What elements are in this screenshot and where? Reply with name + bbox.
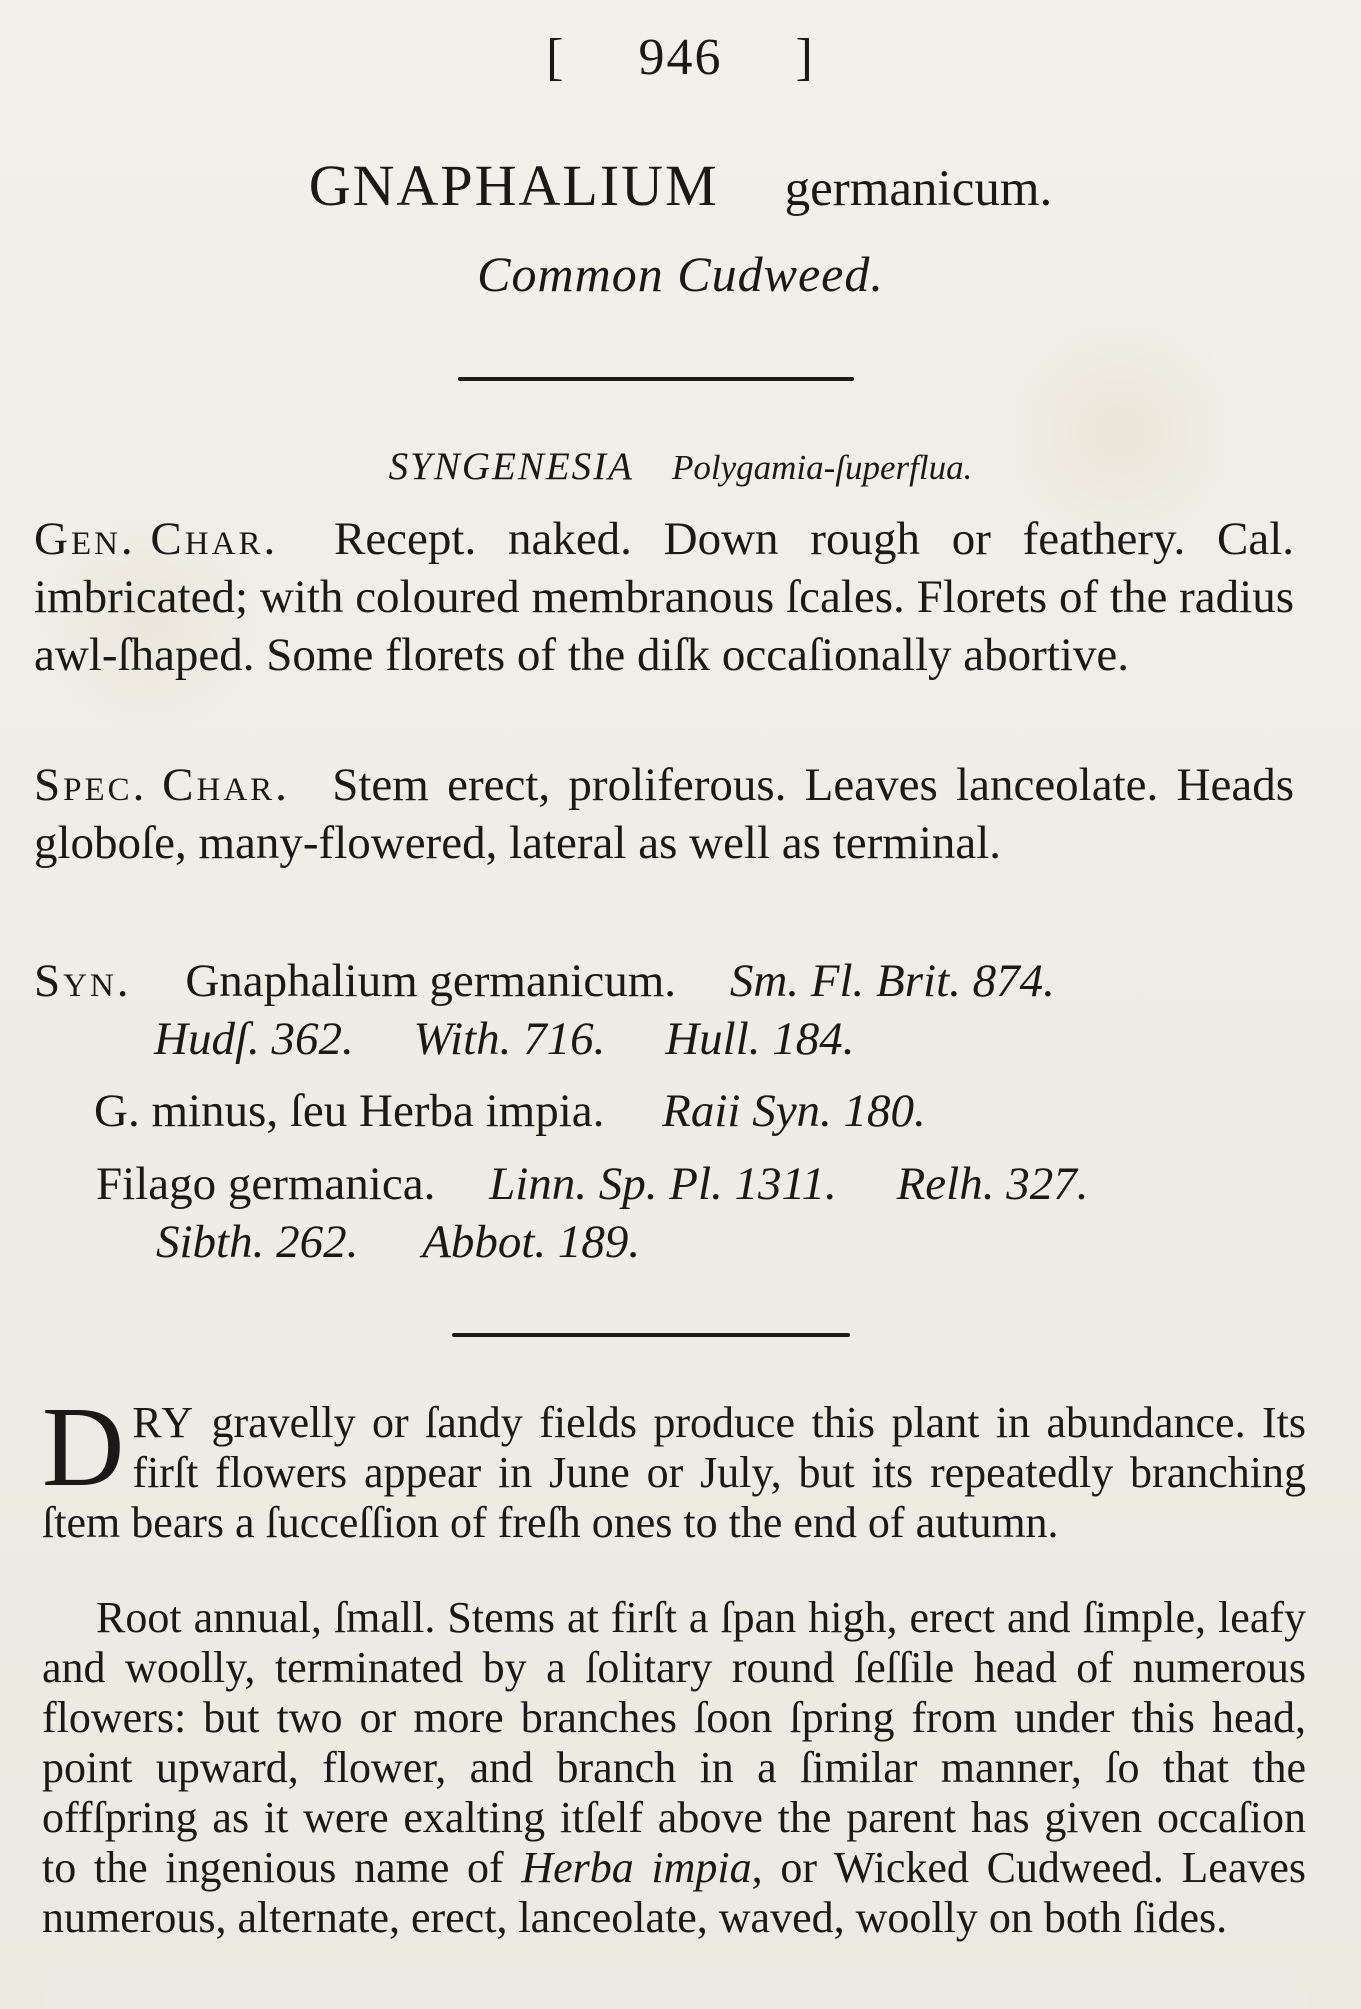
synonym-line-1 bbox=[34, 952, 1055, 1010]
body-paragraph-2-end: , or Wicked Cudweed. Leaves numerous, alternate, erect, lanceolate, waved, woolly on both ſides. bbox=[42, 1843, 1307, 1942]
common-name: Common Cudweed. bbox=[477, 246, 884, 302]
left-bracket: [ bbox=[546, 29, 566, 86]
genus-title: GNAPHALIUM bbox=[308, 153, 719, 218]
specific-character-label: Spec. Char. bbox=[34, 759, 290, 811]
page-number: 946 bbox=[638, 29, 723, 86]
bottom-fade bbox=[42, 1962, 1306, 2009]
synonym-line-2 bbox=[154, 1010, 855, 1068]
synonym-line-2-ref-3: Hull. 184. bbox=[665, 1013, 855, 1065]
specific-character-text: Stem erect, proliferous. Leaves lanceolate. Heads globoſe, many-flowered, lateral as well as terminal. bbox=[34, 759, 1294, 869]
class-name: SYNGENESIA bbox=[388, 445, 634, 488]
synonym-line-1-text: Gnaphalium germanicum. bbox=[185, 955, 677, 1007]
synonym-line-4-ref-1: Linn. Sp. Pl. 1311. bbox=[489, 1158, 837, 1210]
synonym-line-5-ref-2: Abbot. 189. bbox=[422, 1216, 641, 1268]
synonym-line-4 bbox=[96, 1155, 1088, 1213]
synonym-line-5 bbox=[156, 1213, 640, 1271]
body-paragraph-2-italic: Herba impia bbox=[521, 1843, 752, 1892]
order-name: Polygamia-ſuperflua. bbox=[671, 448, 973, 487]
synonym-line-3-ref: Raii Syn. 180. bbox=[662, 1085, 926, 1137]
classification-line bbox=[0, 444, 1361, 489]
page-number-line bbox=[0, 28, 1361, 87]
top-rule bbox=[458, 377, 854, 381]
right-bracket: ] bbox=[795, 29, 815, 86]
synonym-line-4-ref-2: Relh. 327. bbox=[896, 1158, 1089, 1210]
synonym-line-2-ref-2: With. 716. bbox=[413, 1013, 606, 1065]
synonym-line-2-ref-1: Hudſ. 362. bbox=[154, 1013, 354, 1065]
body-paragraph-1 bbox=[42, 1383, 1306, 1548]
synonym-line-3-text: G. minus, ſeu Herba impia. bbox=[94, 1085, 605, 1137]
title-row bbox=[0, 152, 1361, 219]
synonym-line-3 bbox=[94, 1082, 926, 1140]
body-paragraph-1-text: gravelly or ſandy fields produce this plant in abundance. Its firſt flowers appear in June or July, but its repeatedly branching ſtem bears a ſucceſſion of freſh ones to the end of autumn. bbox=[42, 1398, 1306, 1547]
drop-cap: D bbox=[42, 1383, 125, 1510]
synonym-label: Syn. bbox=[34, 955, 132, 1007]
specific-character bbox=[34, 756, 1294, 872]
synonym-line-5-ref-1: Sibth. 262. bbox=[156, 1216, 359, 1268]
middle-rule bbox=[452, 1333, 850, 1337]
species-title: germanicum. bbox=[784, 161, 1053, 217]
synonym-line-1-ref: Sm. Fl. Brit. 874. bbox=[729, 955, 1055, 1007]
lead-caps: RY bbox=[132, 1398, 196, 1447]
body-paragraph-2-text: Root annual, ſmall. Stems at firſt a ſpan high, erect and ſimple, leafy and woolly, terminated by a ſolitary round ſeſſile head of numerous flowers: but two or more branches ſoon ſpring from under this head, point upward, flower, and branch in a ſimilar manner, ſo that the offſpring as it were exalting itſelf above the parent has given occaſion to the ingenious name of bbox=[42, 1593, 1306, 1892]
generic-character-text: Recept. naked. Down rough or feathery. Cal. imbricated; with coloured membranous ſcales. Florets of the radius awl-ſhaped. Some florets of the diſk occaſionally abortive. bbox=[34, 513, 1294, 681]
generic-character-label: Gen. Char. bbox=[34, 513, 279, 565]
generic-character bbox=[34, 510, 1294, 684]
body-paragraph-2 bbox=[42, 1593, 1306, 1943]
synonym-line-4-text: Filago germanica. bbox=[96, 1158, 436, 1210]
